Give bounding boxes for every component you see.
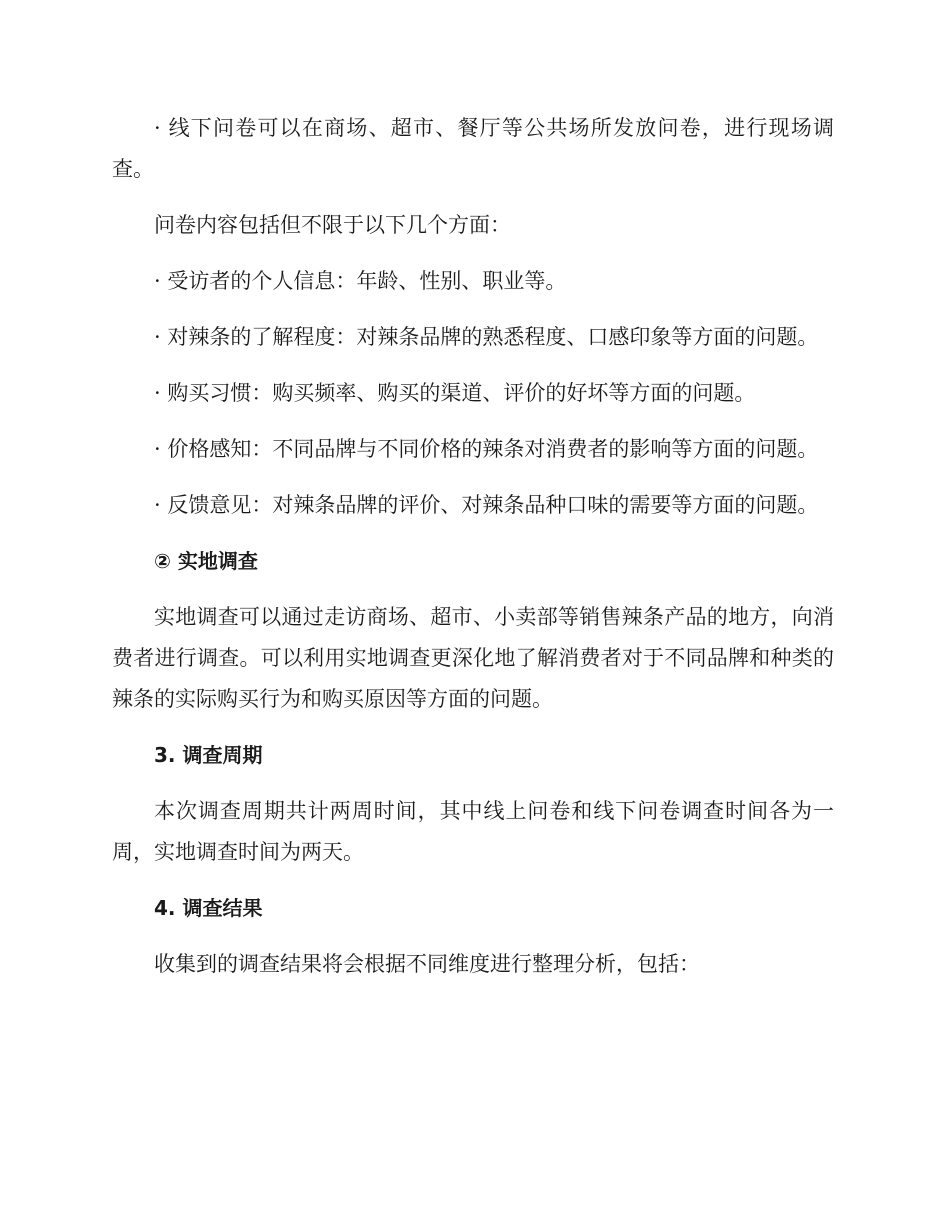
paragraph-field-survey: 实地调查可以通过走访商场、超市、小卖部等销售辣条产品的地方，向消费者进行调查。可以利用实地调查更深化地了解消费者对于不同品牌和种类的辣条的实际购买行为和购买原因等方面的问题。 bbox=[112, 605, 834, 711]
bullet-feedback: · 反馈意见：对辣条品牌的评价、对辣条品种口味的需要等方面的问题。 bbox=[154, 493, 819, 517]
heading-survey-period: 3. 调查周期 bbox=[154, 743, 263, 767]
bullet-price-perception: · 价格感知：不同品牌与不同价格的辣条对消费者的影响等方面的问题。 bbox=[154, 437, 819, 461]
paragraph-offline-survey: · 线下问卷可以在商场、超市、餐厅等公共场所发放问卷，进行现场调查。 bbox=[112, 116, 834, 181]
heading-survey-results: 4. 调查结果 bbox=[154, 896, 263, 920]
paragraph-survey-content-intro: 问卷内容包括但不限于以下几个方面： bbox=[154, 213, 511, 237]
document-body bbox=[112, 108, 834, 1000]
bullet-understanding: · 对辣条的了解程度：对辣条品牌的熟悉程度、口感印象等方面的问题。 bbox=[154, 325, 819, 349]
paragraph-survey-period: 本次调查周期共计两周时间，其中线上问卷和线下问卷调查时间各为一周，实地调查时间为两天。 bbox=[112, 799, 834, 864]
bullet-personal-info: · 受访者的个人信息：年龄、性别、职业等。 bbox=[154, 269, 567, 293]
bullet-purchase-habits: · 购买习惯：购买频率、购买的渠道、评价的好坏等方面的问题。 bbox=[154, 381, 756, 405]
heading-field-survey: ② 实地调查 bbox=[154, 549, 258, 573]
paragraph-survey-results: 收集到的调查结果将会根据不同维度进行整理分析，包括： bbox=[154, 952, 700, 976]
